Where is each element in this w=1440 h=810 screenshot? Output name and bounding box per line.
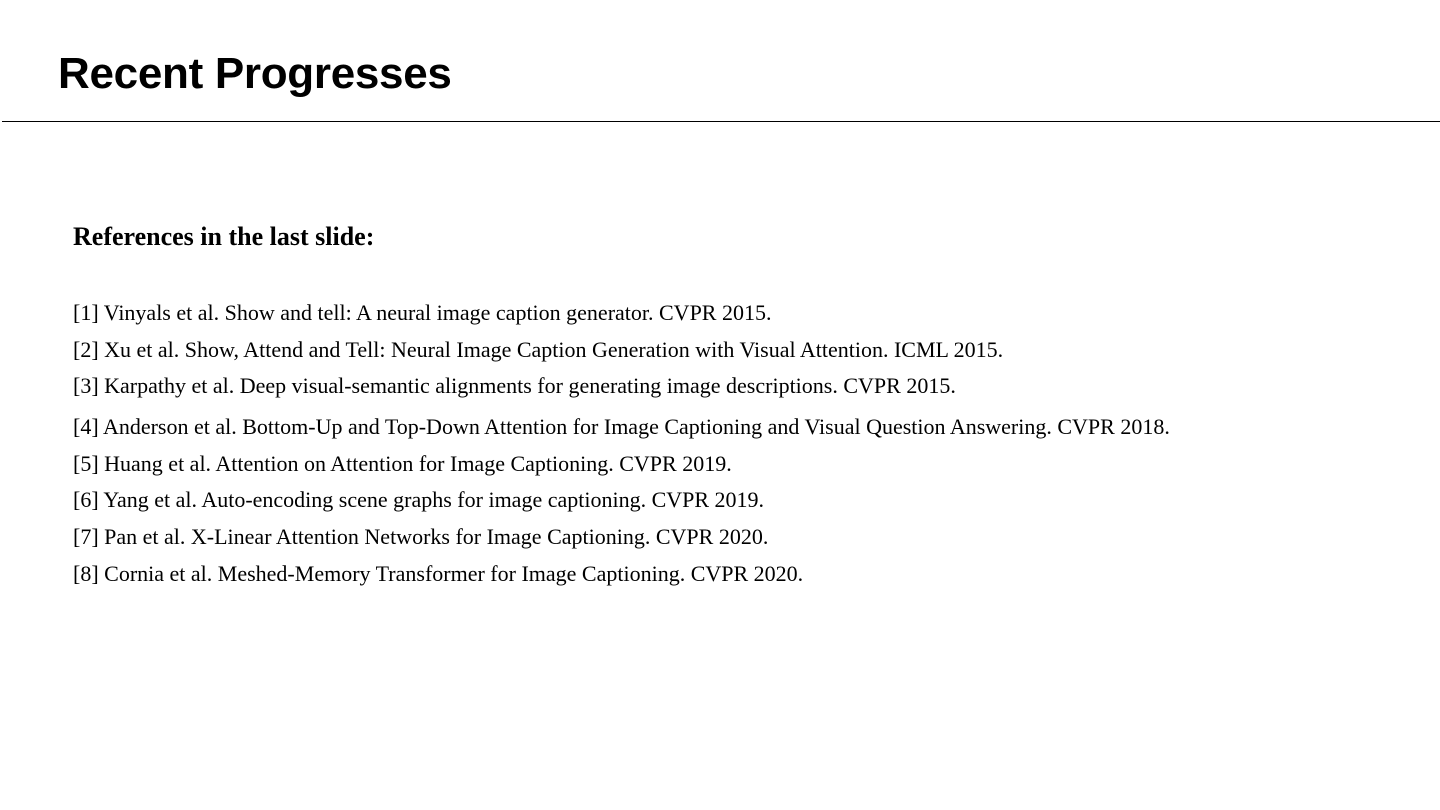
reference-item-8: [8] Cornia et al. Meshed-Memory Transformer for Image Captioning. CVPR 2020. — [73, 561, 804, 586]
reference-item-7: [7] Pan et al. X-Linear Attention Networks for Image Captioning. CVPR 2020. — [73, 524, 769, 549]
reference-item-1: [1] Vinyals et al. Show and tell: A neural image caption generator. CVPR 2015. — [73, 300, 772, 325]
reference-item-2: [2] Xu et al. Show, Attend and Tell: Neural Image Caption Generation with Visual Attention. ICML 2015. — [73, 337, 1004, 362]
title-divider — [2, 121, 1440, 122]
slide-title: Recent Progresses — [58, 49, 452, 98]
reference-item-4: [4] Anderson et al. Bottom-Up and Top-Down Attention for Image Captioning and Visual Question Answering. CVPR 2018. — [73, 414, 1170, 439]
reference-item-5: [5] Huang et al. Attention on Attention for Image Captioning. CVPR 2019. — [73, 451, 732, 476]
references-heading: References in the last slide: — [73, 222, 375, 251]
reference-item-3: [3] Karpathy et al. Deep visual-semantic alignments for generating image descriptions. CVPR 2015. — [73, 373, 956, 398]
reference-item-6: [6] Yang et al. Auto-encoding scene graphs for image captioning. CVPR 2019. — [73, 487, 765, 512]
